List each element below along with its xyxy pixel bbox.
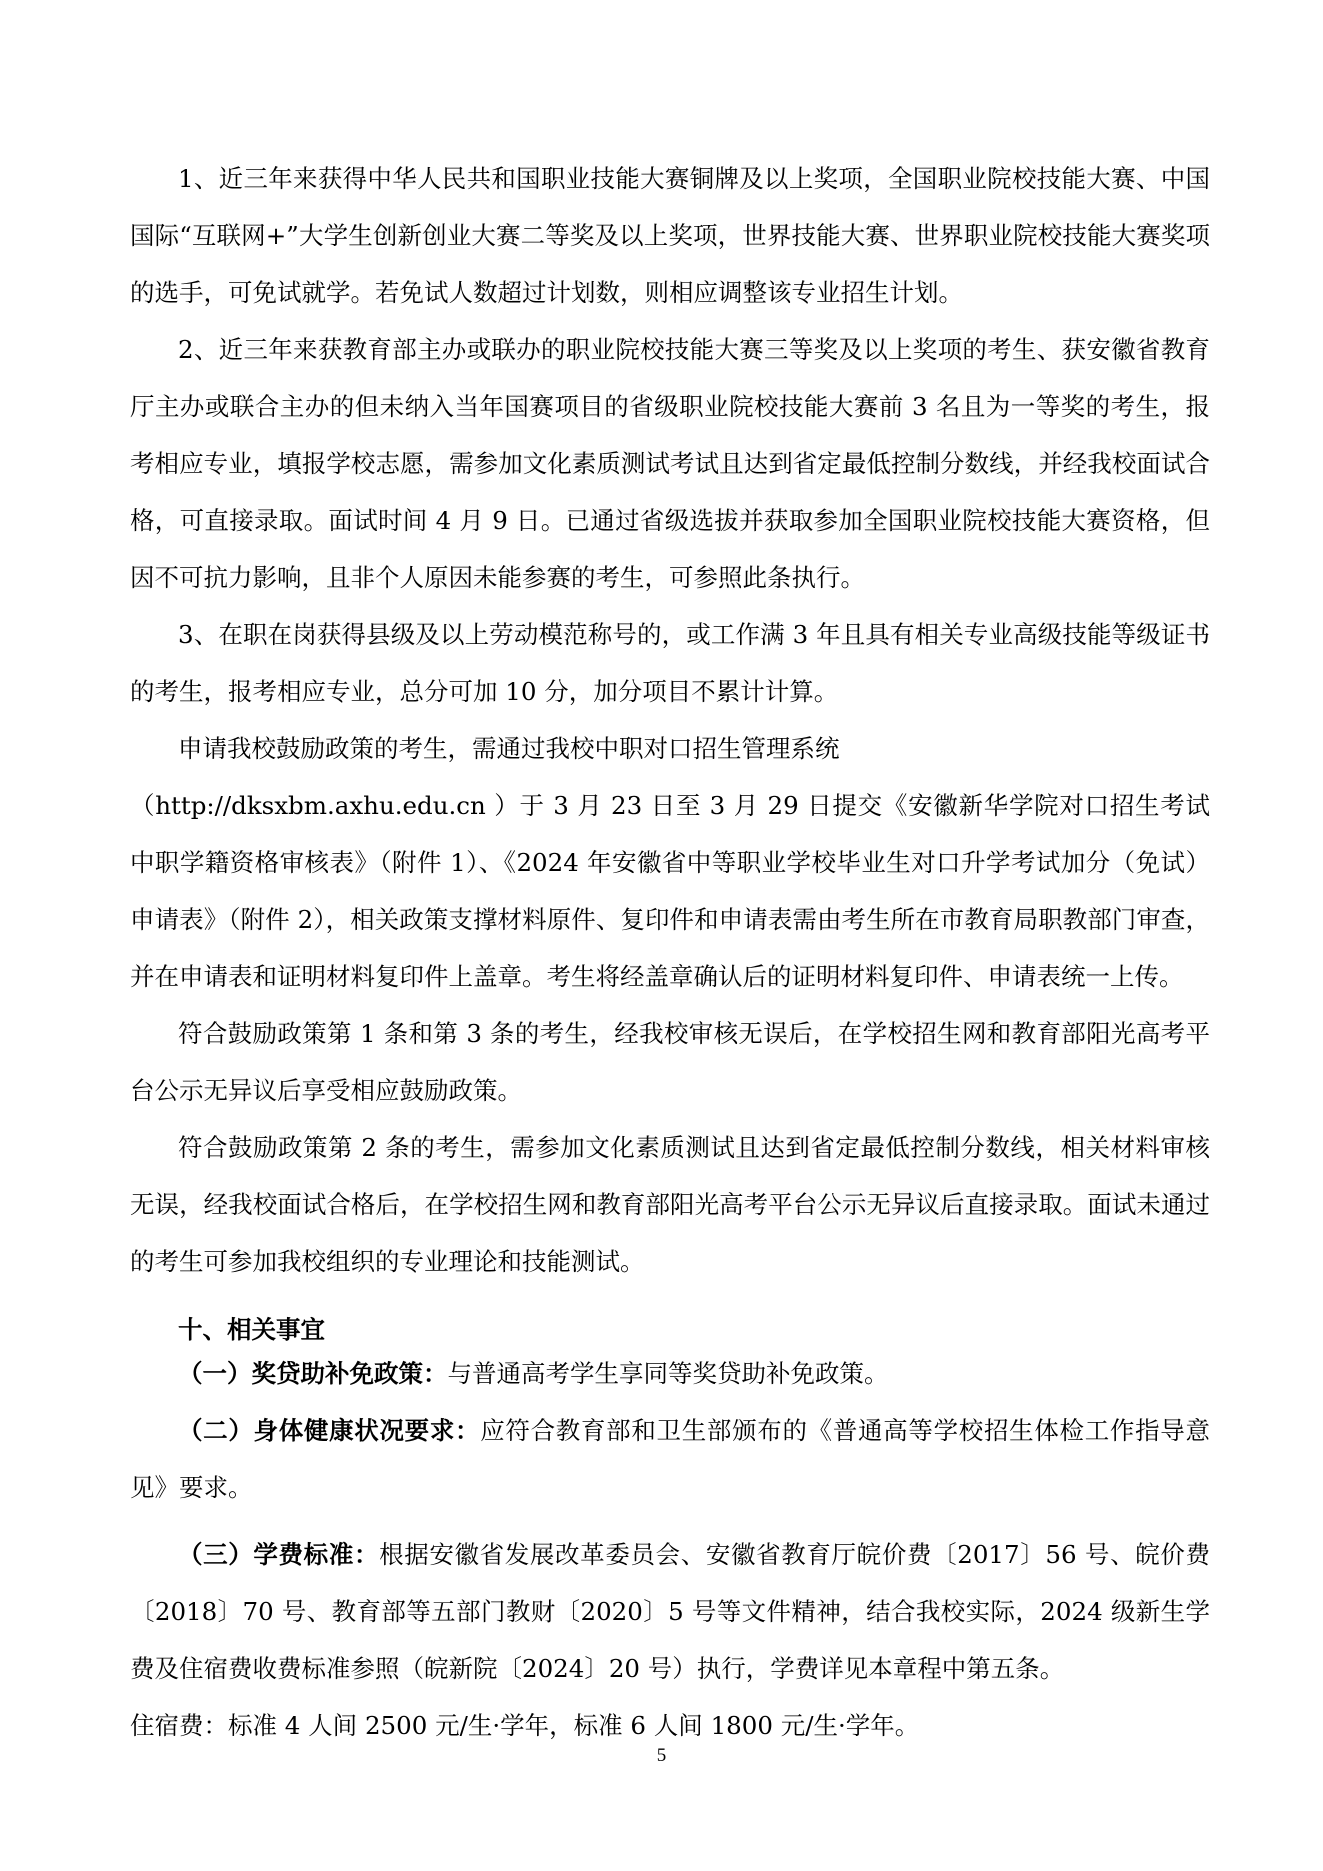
item-label: （二）身体健康状况要求： xyxy=(178,1416,481,1445)
paragraph-award-2: 2、近三年来获教育部主办或联办的职业院校技能大赛三等奖及以上奖项的考生、获安徽省教育厅主办或联合主办的但未纳入当年国赛项目的省级职业院校技能大赛前 3 名且为一等奖的考生，报考相应专业，填报学校志愿，需参加文化素质测试考试且达到省定最低控制分数线，并经我校面试合格，可直接录取。面试时间 4 月 9 日。已通过省级选拔并获取参加全国职业院校技能大赛资格，但因不可抗力影响，且非个人原因未能参赛的考生，可参照此条执行。 xyxy=(130,335,1210,592)
paragraph-accommodation-fee: 住宿费：标准 4 人间 2500 元/生·学年，标准 6 人间 1800 元/生·学年。 xyxy=(130,1711,920,1740)
section-heading: 十、相关事宜 xyxy=(178,1315,325,1344)
document-body xyxy=(130,150,1210,1754)
item-tuition-standard xyxy=(130,1526,1210,1697)
paragraph-apply-details: （http://dksxbm.axhu.edu.cn ）于 3 月 23 日至 3 月 29 日提交《安徽新华学院对口招生考试中职学籍资格审核表》（附件 1）、《2024 年安徽省中等职业学校毕业生对口升学考试加分（免试）申请表》（附件 2），相关政策支撑材料原件、复印件和申请表需由考生所在市教育局职教部门审查，并在申请表和证明材料复印件上盖章。考生将经盖章确认后的证明材料复印件、申请表统一上传。 xyxy=(130,791,1210,991)
item-label: （一）奖贷助补免政策： xyxy=(178,1359,448,1388)
paragraph-apply-intro: 申请我校鼓励政策的考生，需通过我校中职对口招生管理系统 xyxy=(178,734,840,763)
paragraph-award-3: 3、在职在岗获得县级及以上劳动模范称号的，或工作满 3 年且具有相关专业高级技能等级证书的考生，报考相应专业，总分可加 10 分，加分项目不累计计算。 xyxy=(130,620,1210,706)
paragraph-policy-1-3: 符合鼓励政策第 1 条和第 3 条的考生，经我校审核无误后，在学校招生网和教育部阳光高考平台公示无异议后享受相应鼓励政策。 xyxy=(130,1019,1210,1105)
item-text: 根据安徽省发展改革委员会、安徽省教育厅皖价费〔2017〕56 号、皖价费〔2018〕70 号、教育部等五部门教财〔2020〕5 号等文件精神，结合我校实际，2024 级新生学费及住宿费收费标准参照（皖新院〔2024〕20 号）执行，学费详见本章程中第五条。 xyxy=(130,1540,1210,1683)
item-text: 与普通高考学生享同等奖贷助补免政策。 xyxy=(447,1359,889,1388)
item-health-requirements xyxy=(130,1402,1210,1516)
paragraph-policy-2: 符合鼓励政策第 2 条的考生，需参加文化素质测试且达到省定最低控制分数线，相关材料审核无误，经我校面试合格后，在学校招生网和教育部阳光高考平台公示无异议后直接录取。面试未通过的考生可参加我校组织的专业理论和技能测试。 xyxy=(130,1133,1210,1276)
item-financial-aid xyxy=(130,1352,1210,1396)
item-text: 应符合教育部和卫生部颁布的《普通高等学校招生体检工作指导意见》要求。 xyxy=(130,1416,1210,1502)
page-number: 5 xyxy=(656,1745,667,1766)
item-label: （三）学费标准： xyxy=(178,1540,380,1569)
paragraph-award-1: 1、近三年来获得中华人民共和国职业技能大赛铜牌及以上奖项，全国职业院校技能大赛、中国国际“互联网+”大学生创新创业大赛二等奖及以上奖项，世界技能大赛、世界职业院校技能大赛奖项的选手，可免试就学。若免试人数超过计划数，则相应调整该专业招生计划。 xyxy=(130,164,1210,307)
